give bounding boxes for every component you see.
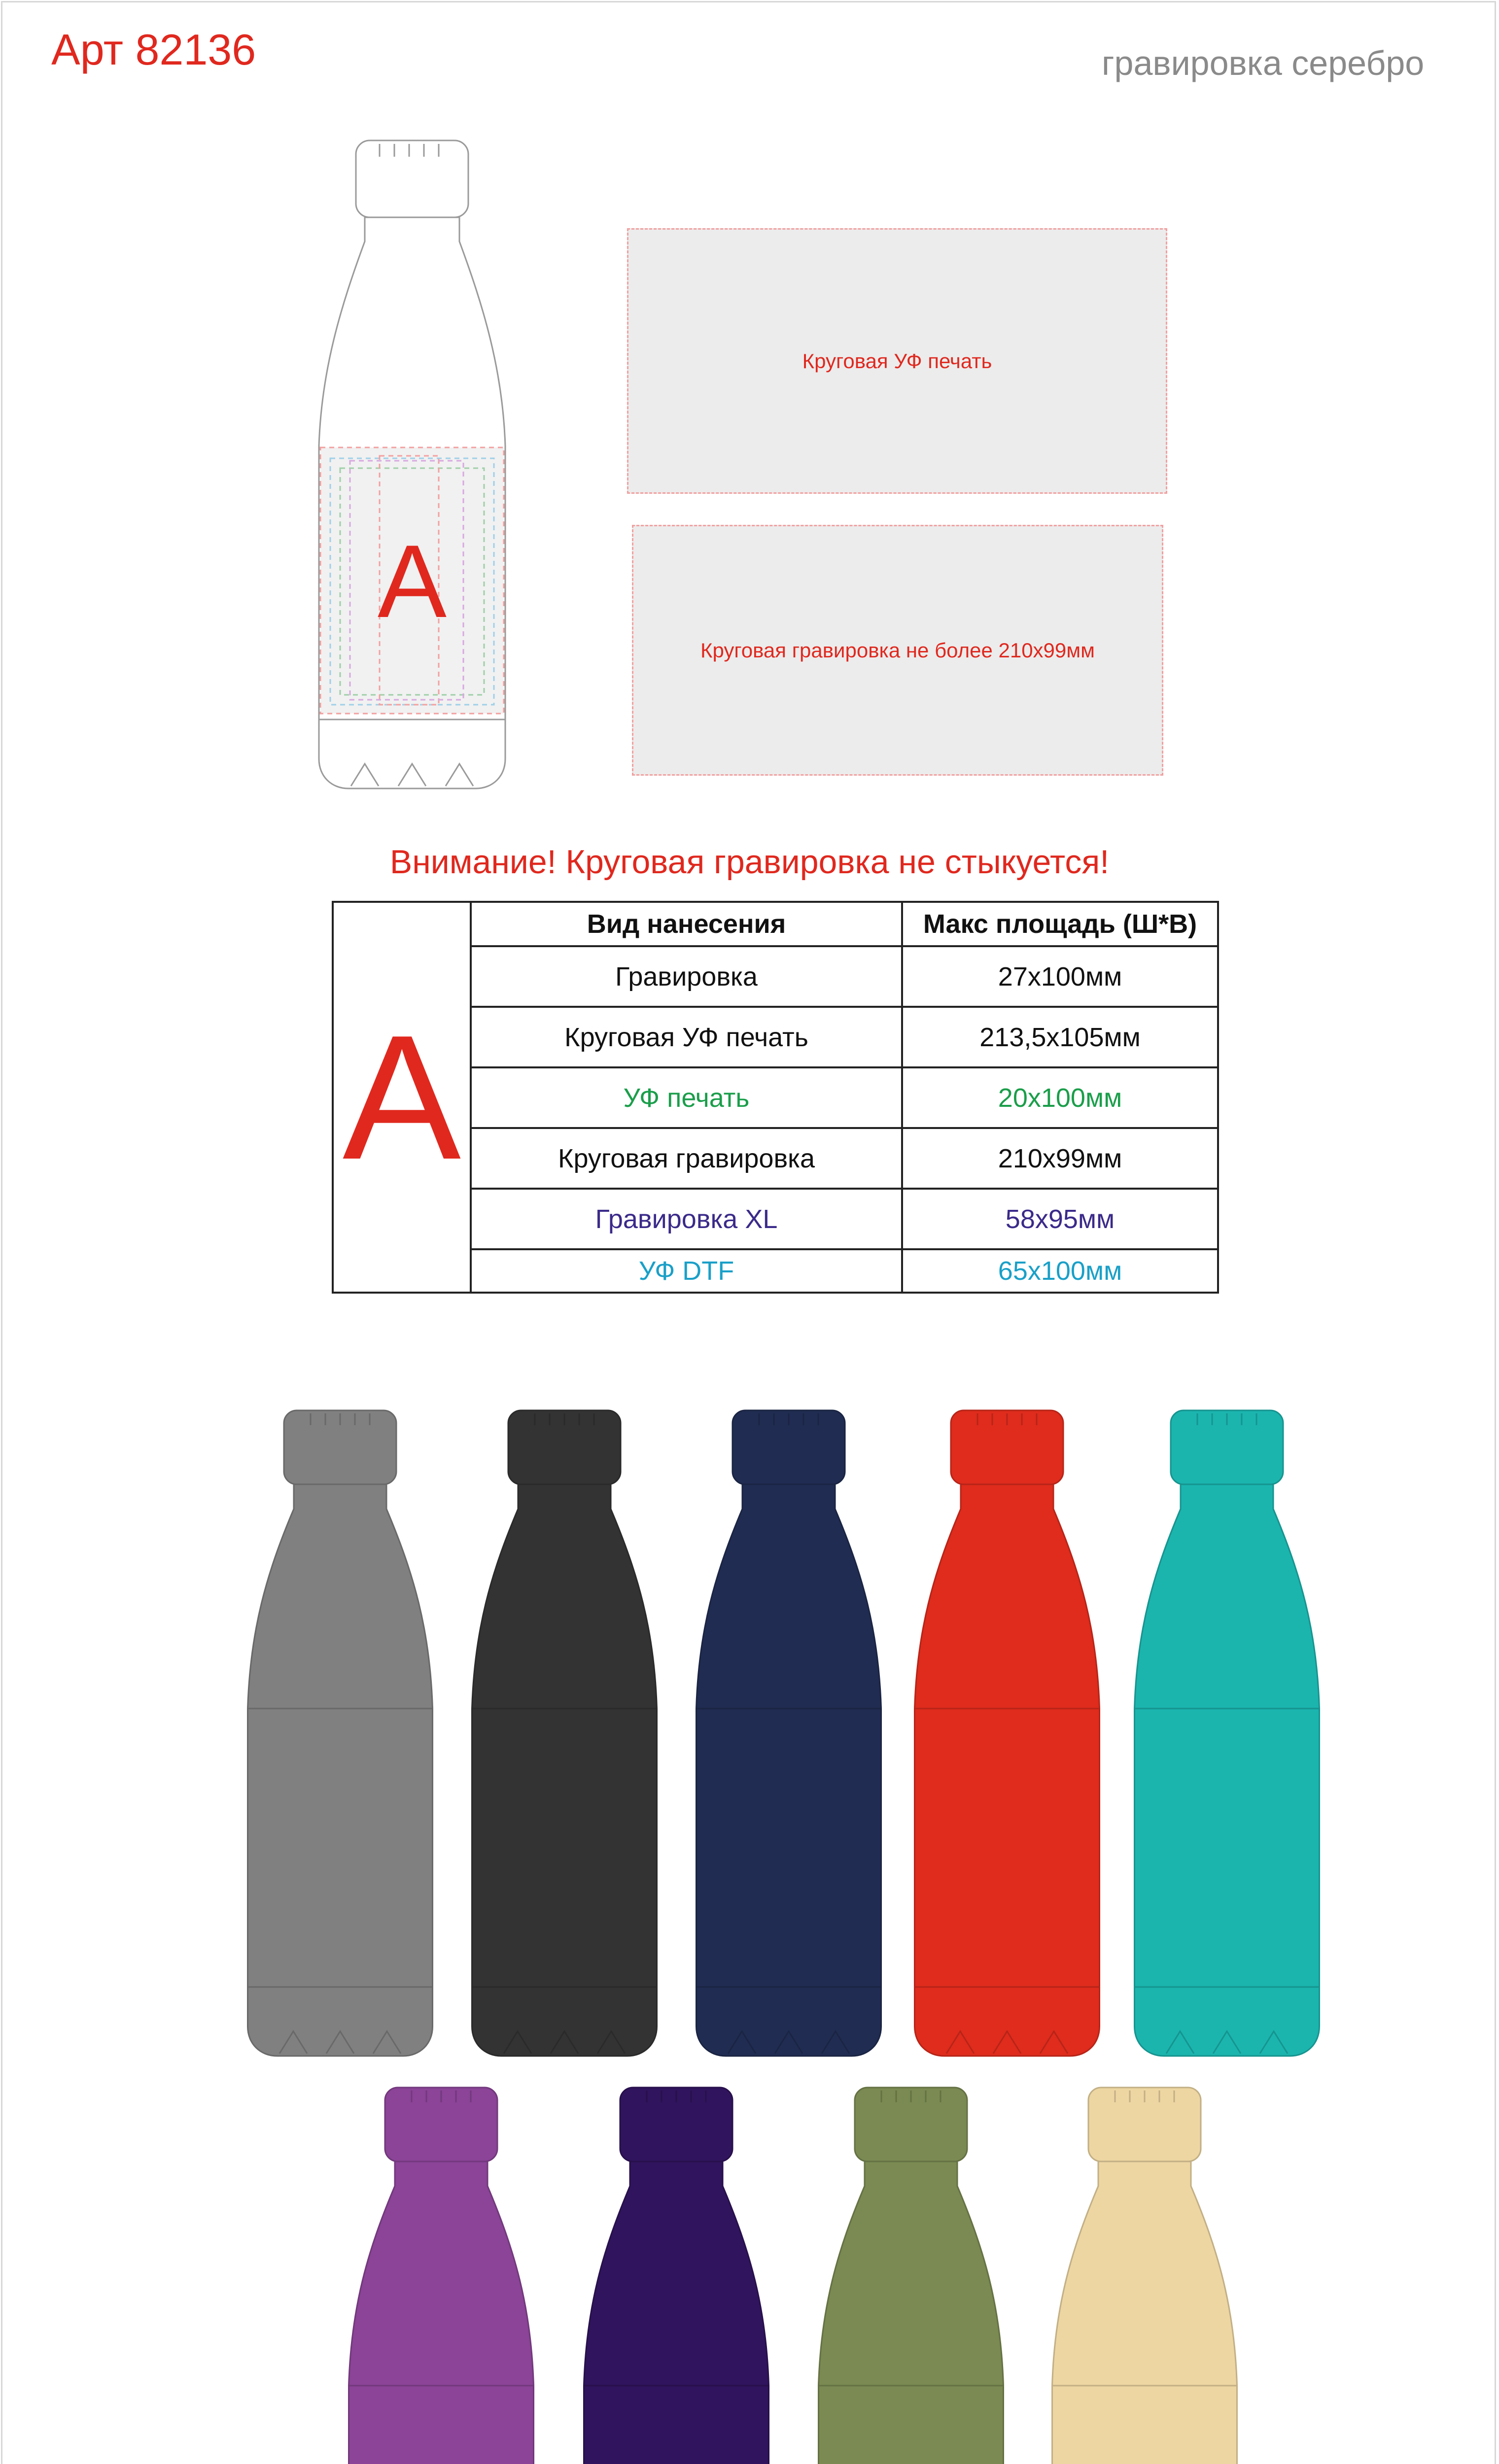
row-method: УФ печать: [472, 1068, 903, 1127]
bottle-body: [697, 1484, 881, 2056]
bottle-body: [584, 2161, 769, 2464]
bottle-body: [472, 1484, 657, 2056]
color-bottle-1: [248, 1410, 433, 2056]
bottle-body: [819, 2161, 1004, 2464]
color-bottle-9: [1052, 2088, 1237, 2464]
row-area: 65х100мм: [998, 1256, 1122, 1286]
row-method: Круговая гравировка: [472, 1129, 903, 1188]
color-bottle-8: [819, 2088, 1004, 2464]
color-bottle-6: [349, 2088, 534, 2464]
row-area: 210х99мм: [998, 1143, 1122, 1173]
bottle-body: [1052, 2161, 1237, 2464]
bottle-body: [1135, 1484, 1320, 2056]
row-method: Гравировка XL: [472, 1190, 903, 1248]
bottle-body: [349, 2161, 534, 2464]
row-area: 20х100мм: [998, 1083, 1122, 1113]
header-area: Макс площадь (Ш*В): [923, 909, 1197, 939]
row-method: Гравировка: [472, 947, 903, 1006]
row-method: УФ DTF: [472, 1250, 903, 1292]
print-area-label: Круговая УФ печать: [802, 349, 992, 373]
print-area-label: Круговая гравировка не более 210х99мм: [700, 638, 1095, 662]
table-zone-letter: A: [334, 903, 472, 1292]
bottle-body: [248, 1484, 433, 2056]
row-area: 27х100мм: [998, 961, 1122, 992]
color-bottle-2: [472, 1410, 657, 2056]
finish-label: гравировка серебро: [1102, 44, 1425, 82]
header-method: Вид нанесения: [472, 903, 903, 945]
row-method: Круговая УФ печать: [472, 1008, 903, 1066]
color-bottle-3: [697, 1410, 881, 2056]
bottle-body: [915, 1484, 1100, 2056]
color-bottle-4: [915, 1410, 1100, 2056]
zone-letter: A: [377, 523, 447, 639]
color-bottle-7: [584, 2088, 769, 2464]
warning-text: Внимание! Круговая гравировка не стыкуется!: [389, 843, 1110, 881]
row-area: 58х95мм: [1005, 1204, 1115, 1234]
article-number: Арт 82136: [51, 25, 256, 74]
color-bottle-5: [1135, 1410, 1320, 2056]
row-area: 213,5х105мм: [979, 1022, 1141, 1052]
